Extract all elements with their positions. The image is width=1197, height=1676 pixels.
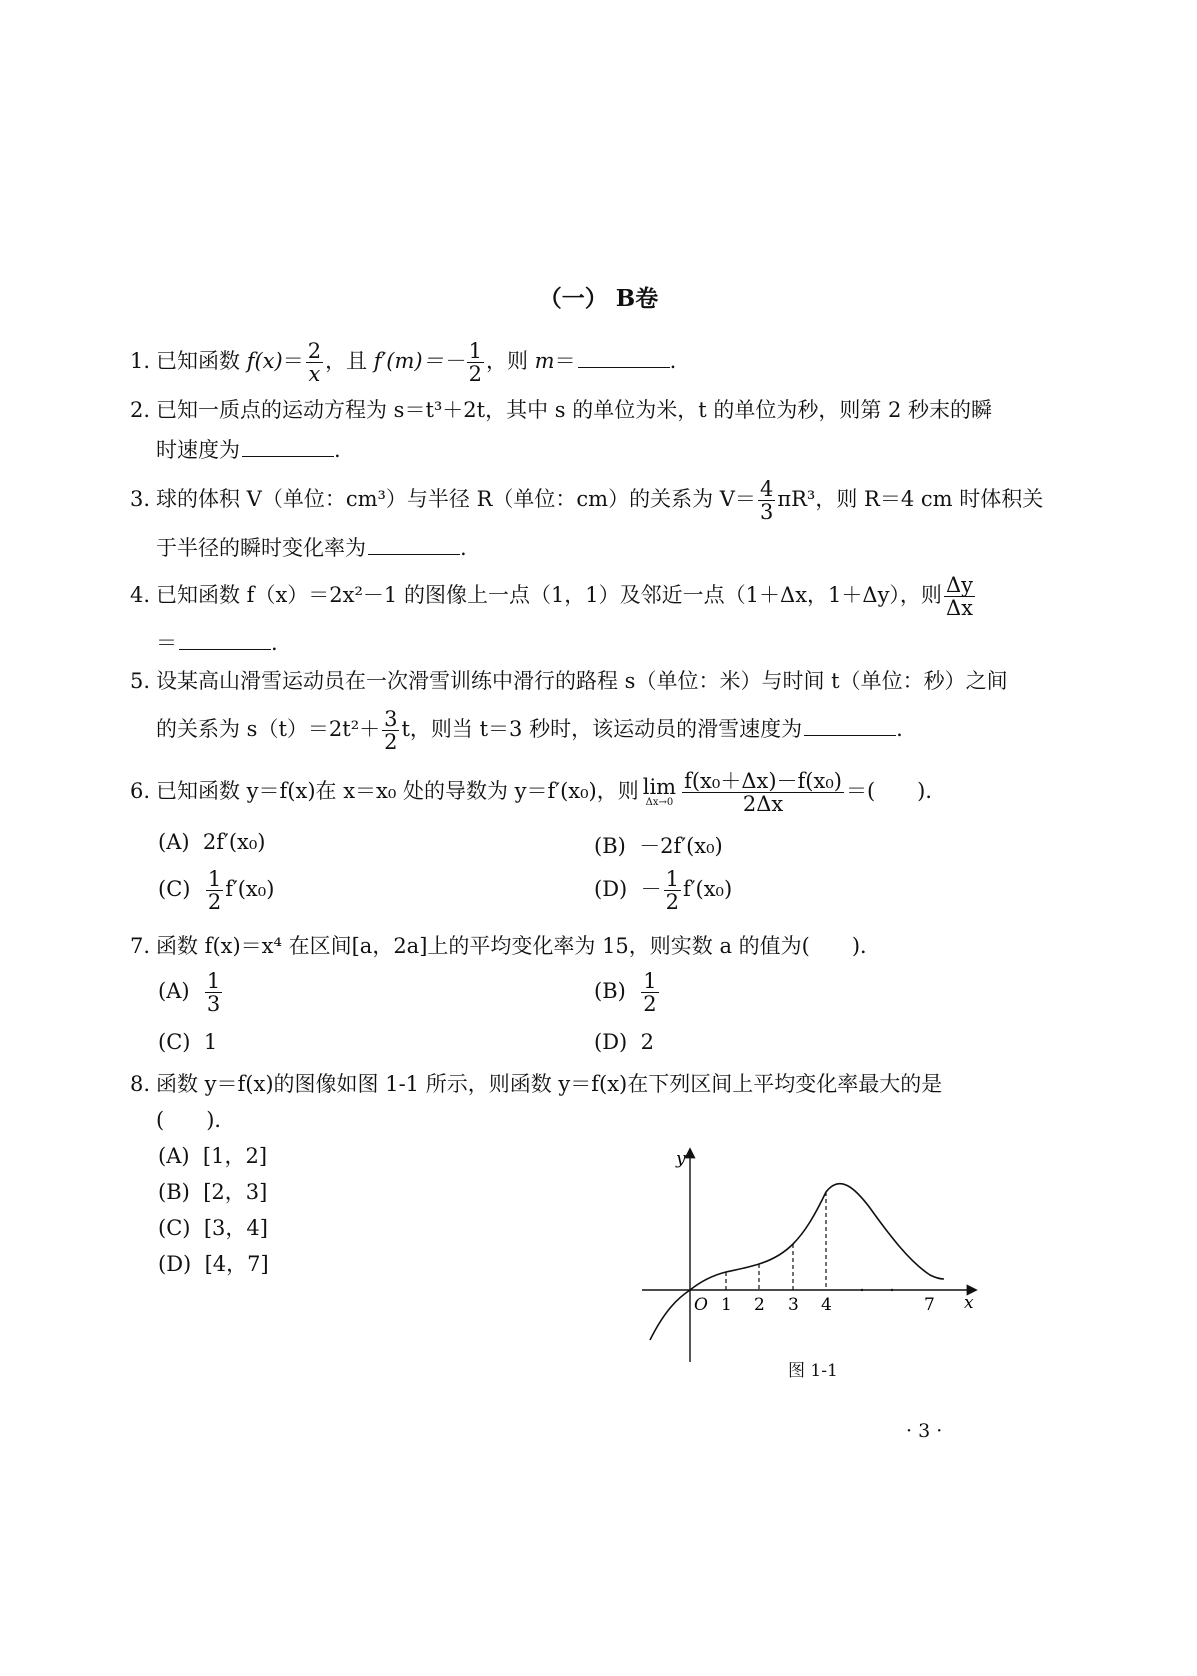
section-title: （一） B卷 [538,285,659,312]
q6-option-c[interactable]: (C) $\frac{1}{2}$ f′(x₀) [158,867,275,915]
option-value: －2f′(x₀) [639,834,723,858]
fraction-dy-over-dx [944,574,975,619]
question-4-line2 [156,627,278,657]
figure-1-1-graph [630,1140,990,1370]
q3-line2: 于半径的瞬时变化率为 [156,536,366,560]
q8-line1: 函数 y＝f(x)的图像如图 1-1 所示，则函数 y＝f(x)在下列区间上平均变化率最大的是 [156,1072,943,1096]
q3-end: . [460,536,467,560]
q-number: 8. [130,1072,151,1096]
option-value: 2f′(x₀) [202,830,266,854]
q1-end: . [669,349,677,374]
numerator: Δy [945,573,973,597]
q3-text-a: 球的体积 V（单位：cm³）与半径 R（单位：cm）的关系为 V＝ [156,487,756,512]
q6-text-a: 已知函数 y＝f(x)在 x＝x₀ 处的导数为 y＝f′(x₀)，则 [156,779,639,804]
question-3 [130,478,1043,523]
lim-subscript: Δx→0 [645,797,674,809]
q-number: 6. [130,779,151,804]
q7-option-c[interactable]: (C) 1 [158,1030,218,1054]
q-number: 5. [130,669,151,693]
q6-option-a[interactable]: (A) 2f′(x₀) [158,830,266,854]
option-value: f′(x₀) [225,877,275,902]
q8-line2: ( )． [156,1108,236,1132]
q7-option-d[interactable]: (D) 2 [594,1030,654,1054]
tick-label-4: 4 [821,1295,832,1315]
denominator: 2 [384,730,398,755]
fraction-1-over-2: $\frac{1}{2}$ [643,969,657,1017]
q6-option-b[interactable]: (B) －2f′(x₀) [594,834,723,858]
question-7 [130,930,881,960]
fraction-3-over-2 [382,708,399,753]
question-5 [130,665,1008,695]
q4-end: . [271,631,278,655]
tick-label-3: 3 [788,1295,799,1315]
q-number: 7. [130,934,151,958]
q-number: 3. [130,487,151,512]
x-label: x [964,1293,974,1313]
q1-text-c: ，则 [485,349,535,374]
q7-option-b[interactable]: (B) $\frac{1}{2}$ [594,969,657,1017]
function-curve [650,1184,944,1340]
fraction-2-over-x [306,340,323,385]
q1-text-a: 已知函数 [156,349,247,374]
q1-eq: ＝ [554,349,576,374]
q2-line2: 时速度为 [156,438,240,462]
denominator: 3 [759,500,774,525]
page-number: · 3 · [906,1420,943,1442]
q4-text-a: 已知函数 f（x）＝2x²－1 的图像上一点（1，1）及邻近一点（1＋Δx，1＋Δy），则 [156,583,942,608]
q5-text-b: t，则当 t＝3 秒时，该运动员的滑雪速度为 [401,717,803,742]
numerator: f(x₀＋Δx)－f(x₀) [684,769,842,793]
answer-blank[interactable] [804,734,896,736]
denominator: 2 [468,362,482,387]
question-5-line2 [156,708,903,753]
question-6 [130,770,946,815]
question-3-line2 [156,532,467,562]
question-8 [130,1068,942,1098]
q4-line2: ＝ [156,631,177,655]
q-number: 2. [130,398,151,422]
limit-notation [643,777,676,808]
q1-m: m [534,349,555,374]
answer-blank[interactable] [179,648,271,650]
q6-option-d[interactable]: (D) － $\frac{1}{2}$ f′(x₀) [594,867,733,915]
numerator: 4 [759,477,774,501]
fraction-4-over-3 [758,478,775,523]
q7-line1: 函数 f(x)＝x⁴ 在区间[a，2a]上的平均变化率为 15，则实数 a 的值为( )． [156,934,882,958]
q8-option-c[interactable]: (C) [3，4] [158,1216,268,1240]
q7-option-a[interactable]: (A) $\frac{1}{3}$ [158,969,221,1017]
question-2 [130,394,992,424]
y-label: y [676,1149,686,1169]
tick-label-2: 2 [754,1295,765,1315]
q5-end: . [896,717,903,742]
option-value: f′(x₀) [682,877,733,902]
fraction-1-over-3: $\frac{1}{3}$ [206,969,221,1017]
q5-text-a: 的关系为 s（t）＝2t²＋ [156,717,381,742]
q1-fx: f(x) [246,349,283,374]
answer-blank[interactable] [368,553,460,555]
q8-option-a[interactable]: (A) [1，2] [158,1144,268,1168]
tick-label-1: 1 [721,1295,732,1315]
q-number: 4. [130,583,151,608]
lim-text: lim [642,775,677,800]
answer-blank[interactable] [242,455,334,457]
q5-line1: 设某高山滑雪运动员在一次滑雪训练中滑行的路程 s（单位：米）与时间 t（单位：秒）之间 [156,669,1008,693]
question-4 [130,574,977,619]
numerator: 1 [468,339,482,363]
figure-caption: 图 1-1 [788,1361,838,1381]
q3-text-b: πR³，则 R＝4 cm 时体积关 [777,487,1044,512]
fraction-1-over-2: $\frac{1}{2}$ [665,867,679,915]
tick-label-7: 7 [924,1295,935,1315]
fraction-1-over-2: $\frac{1}{2}$ [207,867,222,915]
q1-fpm: f′(m)＝－ [373,349,465,374]
denominator: x [308,362,321,387]
fraction-1-over-2 [467,340,484,385]
difference-quotient [682,770,844,815]
q8-option-b[interactable]: (B) [2，3] [158,1180,268,1204]
q1-text-b: ，且 [325,349,374,374]
q2-end: . [334,438,341,462]
answer-blank[interactable] [578,366,670,368]
question-2-line2 [156,434,341,464]
numerator: 3 [384,707,398,731]
q-number: 1. [130,349,151,374]
origin-label: O [694,1295,708,1315]
numerator: 2 [307,339,322,363]
question-1: 1. 已知函数 f(x)＝ $\frac{2}{x}$ ，且 f′(m)＝－ $\frac{1}{2}$ ，则 m＝ . [130,339,677,387]
denominator: 2Δx [742,792,784,817]
q6-end: ＝( )． [845,779,947,804]
q2-line1: 已知一质点的运动方程为 s＝t³＋2t，其中 s 的单位为米，t 的单位为秒，则第 2 秒末的瞬 [156,398,993,422]
q8-option-d[interactable]: (D) [4，7] [158,1252,269,1276]
denominator: Δx [945,596,973,621]
